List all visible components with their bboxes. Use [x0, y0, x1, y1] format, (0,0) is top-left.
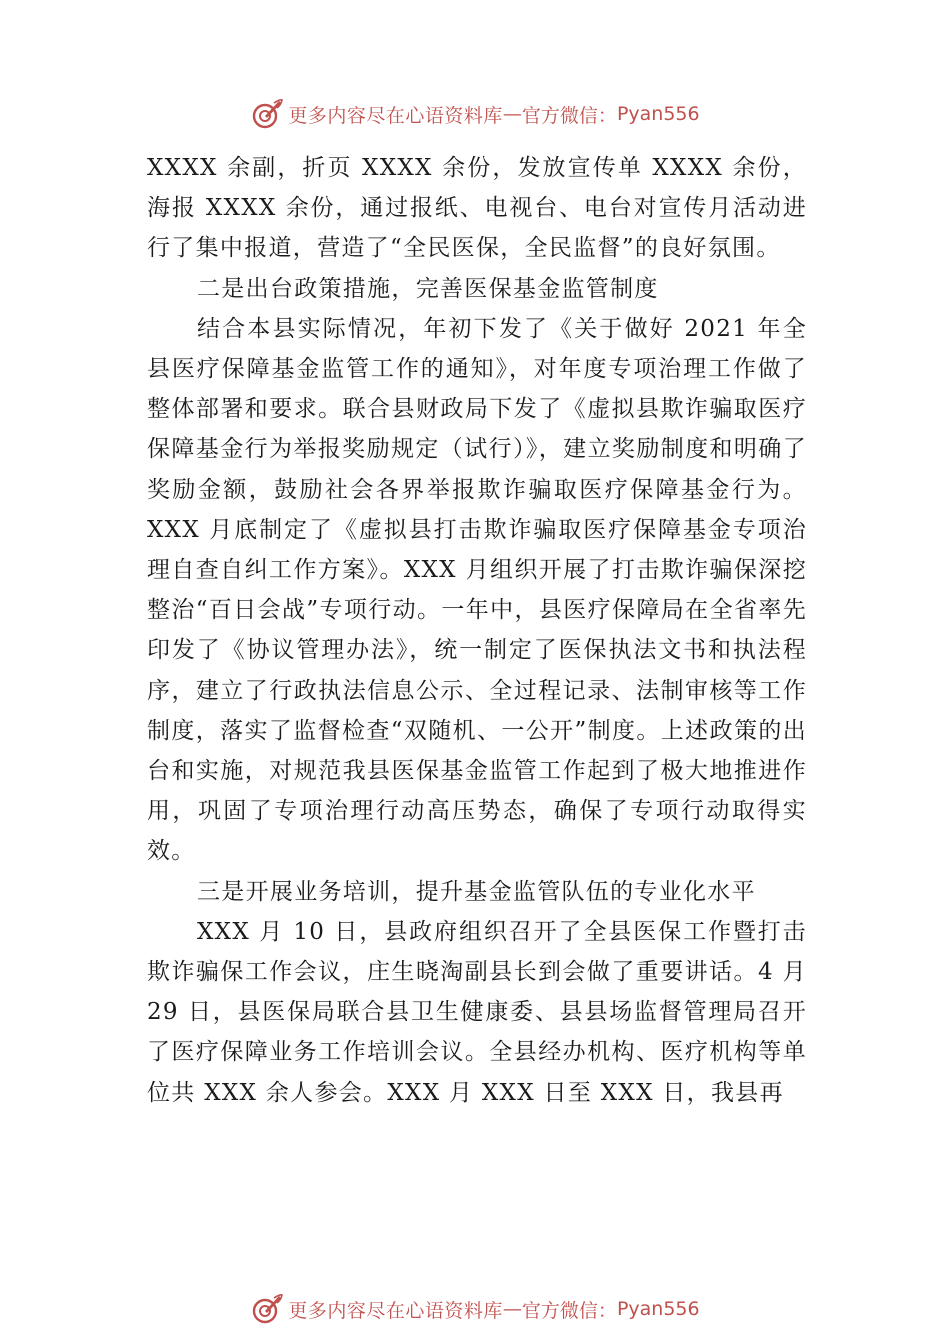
watermark-id: Pyan556: [616, 103, 700, 125]
paragraph: XXXX 余副，折页 XXXX 余份，发放宣传单 XXXX 余份，海报 XXXX 余份，通过报纸、电视台、电台对宣传月活动进行了集中报道，营造了“全民医保，全民监督”的良好氛围。: [147, 155, 807, 262]
paragraph: 结合本县实际情况，年初下发了《关于做好 2021 年全县医疗保障基金监管工作的通知》，对年度专项治理工作做了整体部署和要求。联合县财政局下发了《虚拟县欺诈骗取医疗保障基金行为举报奖励规定（试行）》，建立奖励制度和明确了奖励金额，鼓励社会各界举报欺诈骗取医疗保障基金行为。XXX 月底制定了《虚拟县打击欺诈骗取医疗保障基金专项治理自查自纠工作方案》。XXX 月组织开展了打击欺诈骗保深挖整治“百日会战”专项行动。一年中，县医疗保障局在全省率先印发了《协议管理办法》，统一制定了医保执法文书和执法程序，建立了行政执法信息公示、全过程记录、法制审核等工作制度，落实了监督检查“双随机、一公开”制度。上述政策的出台和实施，对规范我县医保基金监管工作起到了极大地推进作用，巩固了专项治理行动高压势态，确保了专项行动取得实效。: [147, 315, 807, 865]
footer-watermark: [0, 1291, 950, 1327]
watermark-separator: —: [502, 1298, 522, 1320]
section-heading: 三是开展业务培训，提升基金监管队伍的专业化水平: [197, 878, 756, 905]
quill-logo-icon: [250, 97, 284, 131]
watermark-text: 更多内容尽在心语资料库: [288, 1299, 503, 1322]
watermark-text: 更多内容尽在心语资料库: [288, 104, 503, 127]
watermark-separator: —: [502, 103, 522, 125]
watermark-id: Pyan556: [616, 1298, 700, 1320]
watermark-label: 官方微信：: [521, 104, 617, 127]
paragraph: XXX 月 10 日，县政府组织召开了全县医保工作暨打击欺诈骗保工作会议，庄生晓淘副县长到会做了重要讲话。4 月 29 日，县医保局联合县卫生健康委、县县场监督管理局召开了医疗保障业务工作培训会议。全县经办机构、医疗机构等单位共 XXX 余人参会。XXX 月 XXX 日至 XXX 日，我县再: [147, 918, 807, 1106]
document-body: [147, 148, 807, 1113]
quill-logo-icon: [250, 1292, 284, 1326]
watermark-label: 官方微信：: [521, 1299, 617, 1322]
header-watermark: [0, 96, 950, 132]
section-heading: 二是出台政策措施，完善医保基金监管制度: [197, 275, 659, 302]
